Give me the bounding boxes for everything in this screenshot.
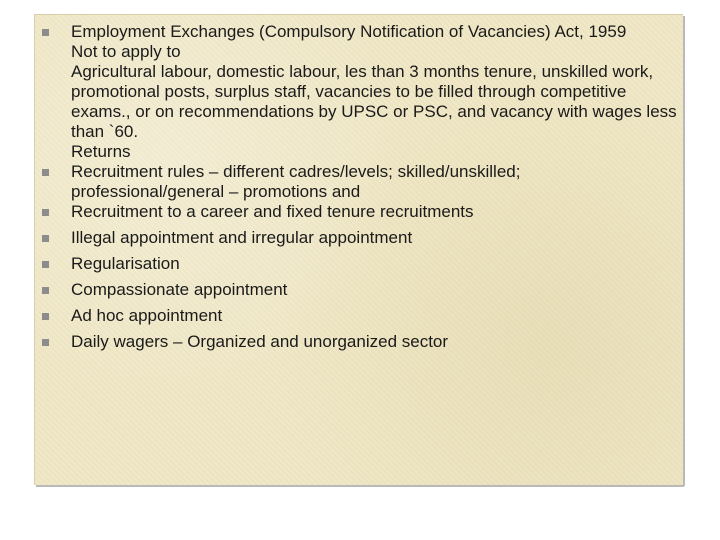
- square-bullet-icon: [42, 287, 49, 294]
- list-item: [38, 228, 678, 248]
- subtext-line: Not to apply to: [71, 42, 181, 61]
- square-bullet-icon: [42, 169, 49, 176]
- square-bullet-icon: [42, 339, 49, 346]
- list-item-text: Recruitment rules – different cadres/levels; skilled/unskilled; professional/general – promotions and: [71, 162, 521, 201]
- list-item-subtext: [38, 142, 678, 162]
- square-bullet-icon: [42, 209, 49, 216]
- list-item-subtext: [38, 62, 678, 142]
- list-item: [38, 332, 678, 352]
- list-item: [38, 162, 678, 202]
- list-item-text: Ad hoc appointment: [71, 306, 223, 325]
- list-item: [38, 280, 678, 300]
- square-bullet-icon: [42, 235, 49, 242]
- list-item: [38, 202, 678, 222]
- list-item-subtext: [38, 42, 678, 62]
- list-item-text: Daily wagers – Organized and unorganized sector: [71, 332, 449, 351]
- square-bullet-icon: [42, 261, 49, 268]
- list-item-text: Employment Exchanges (Compulsory Notification of Vacancies) Act, 1959: [71, 22, 627, 41]
- list-item: [38, 306, 678, 326]
- list-item-text: Recruitment to a career and fixed tenure recruitments: [71, 202, 474, 221]
- bullet-list: [38, 22, 678, 352]
- square-bullet-icon: [42, 313, 49, 320]
- list-item-text: Regularisation: [71, 254, 180, 273]
- subtext-line: Returns: [71, 142, 131, 161]
- list-item-text: Illegal appointment and irregular appointment: [71, 228, 413, 247]
- subtext-line: Agricultural labour, domestic labour, les than 3 months tenure, unskilled work, promotional posts, surplus staff, vacancies to be filled through competitive exams., or on recommendations by UPSC or PSC, and vacancy with wages less than `60.: [71, 62, 677, 141]
- list-item: [38, 22, 678, 42]
- list-item-text: Compassionate appointment: [71, 280, 288, 299]
- list-item: [38, 254, 678, 274]
- square-bullet-icon: [42, 29, 49, 36]
